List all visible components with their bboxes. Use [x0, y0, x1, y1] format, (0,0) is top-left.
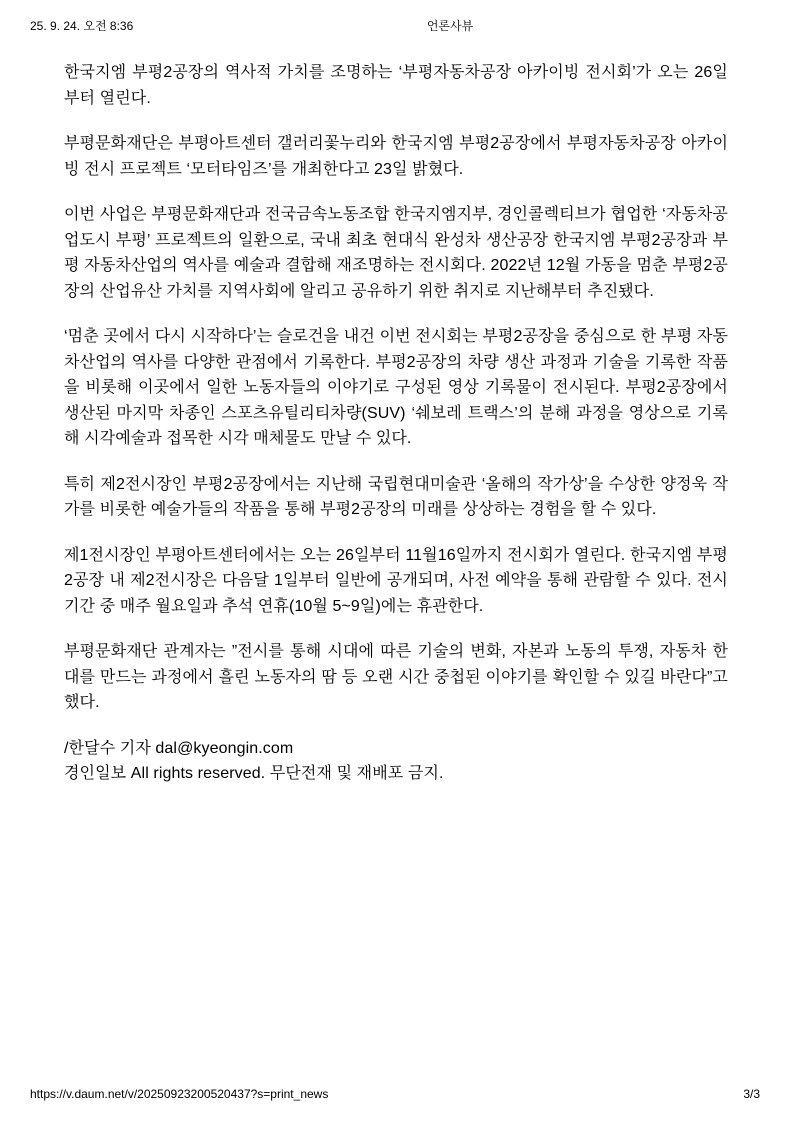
article-byline: /한달수 기자 dal@kyeongin.com — [64, 739, 294, 757]
article-paragraph: 특히 제2전시장인 부평2공장에서는 지난해 국립현대미술관 ‘올해의 작가상’을 수상한 양정욱 작가를 비롯한 예술가들의 작품을 통해 부평2공장의 미래를 상상하는 경험을 할 수 있다. — [64, 475, 728, 518]
article-body — [64, 60, 728, 787]
print-header — [0, 19, 793, 35]
print-footer — [0, 1087, 793, 1103]
article-paragraph: 한국지엠 부평2공장의 역사적 가치를 조명하는 ‘부평자동차공장 아카이빙 전시회’가 오는 26일부터 열린다. — [64, 64, 728, 107]
article-paragraph: 이번 사업은 부평문화재단과 전국금속노동조합 한국지엠지부, 경인콜렉티브가 협업한 ‘자동차공업도시 부평’ 프로젝트의 일환으로, 국내 최초 현대식 완성차 생산공장 한국지엠 부평2공장과 부평 자동차산업의 역사를 예술과 결합해 재조명하는 전시회다. 2022년 12월 가동을 멈춘 부평2공장의 산업유산 가치를 지역사회에 알리고 공유하기 위한 취지로 지난해부터 추진됐다. — [64, 206, 728, 300]
print-header-title: 언론사뷰 — [426, 19, 474, 33]
article-paragraph: 제1전시장인 부평아트센터에서는 오는 26일부터 11월16일까지 전시회가 열린다. 한국지엠 부평2공장 내 제2전시장은 다음달 1일부터 일반에 공개되며, 사전 예약을 통해 관람할 수 있다. 전시 기간 중 매주 월요일과 추석 연휴(10월 5~9일)에는 휴관한다. — [64, 546, 728, 615]
print-timestamp: 25. 9. 24. 오전 8:36 — [30, 19, 134, 33]
copyright-notice: 경인일보 All rights reserved. 무단전재 및 재배포 금지. — [64, 765, 444, 782]
article-paragraph: 부평문화재단 관계자는 ”전시를 통해 시대에 따른 기술의 변화, 자본과 노동의 투쟁, 자동차 한 대를 만드는 과정에서 흘린 노동자의 땀 등 오랜 시간 중첩된 이야기를 확인할 수 있길 바란다”고 했다. — [64, 643, 728, 711]
article-paragraph: 부평문화재단은 부평아트센터 갤러리꽃누리와 한국지엠 부평2공장에서 부평자동차공장 아카이빙 전시 프로젝트 ‘모터타임즈’를 개최한다고 23일 밝혔다. — [64, 135, 728, 178]
article-paragraph: ‘멈춘 곳에서 다시 시작하다’는 슬로건을 내건 이번 전시회는 부평2공장을 중심으로 한 부평 자동차산업의 역사를 다양한 관점에서 기록한다. 부평2공장의 차량 생산 과정과 기술을 기록한 작품을 비롯해 이곳에서 일한 노동자들의 이야기로 구성된 영상 기록물이 전시된다. 부평2공장에서 생산된 마지막 차종인 스포츠유틸리티차량(SUV) ‘쉐보레 트랙스’의 분해 과정을 영상으로 기록해 시각예술과 접목한 시각 매체물도 만날 수 있다. — [64, 328, 728, 447]
source-url: https://v.daum.net/v/20250923200520437?s=print_news — [30, 1087, 329, 1101]
page-number: 3/3 — [743, 1087, 760, 1101]
